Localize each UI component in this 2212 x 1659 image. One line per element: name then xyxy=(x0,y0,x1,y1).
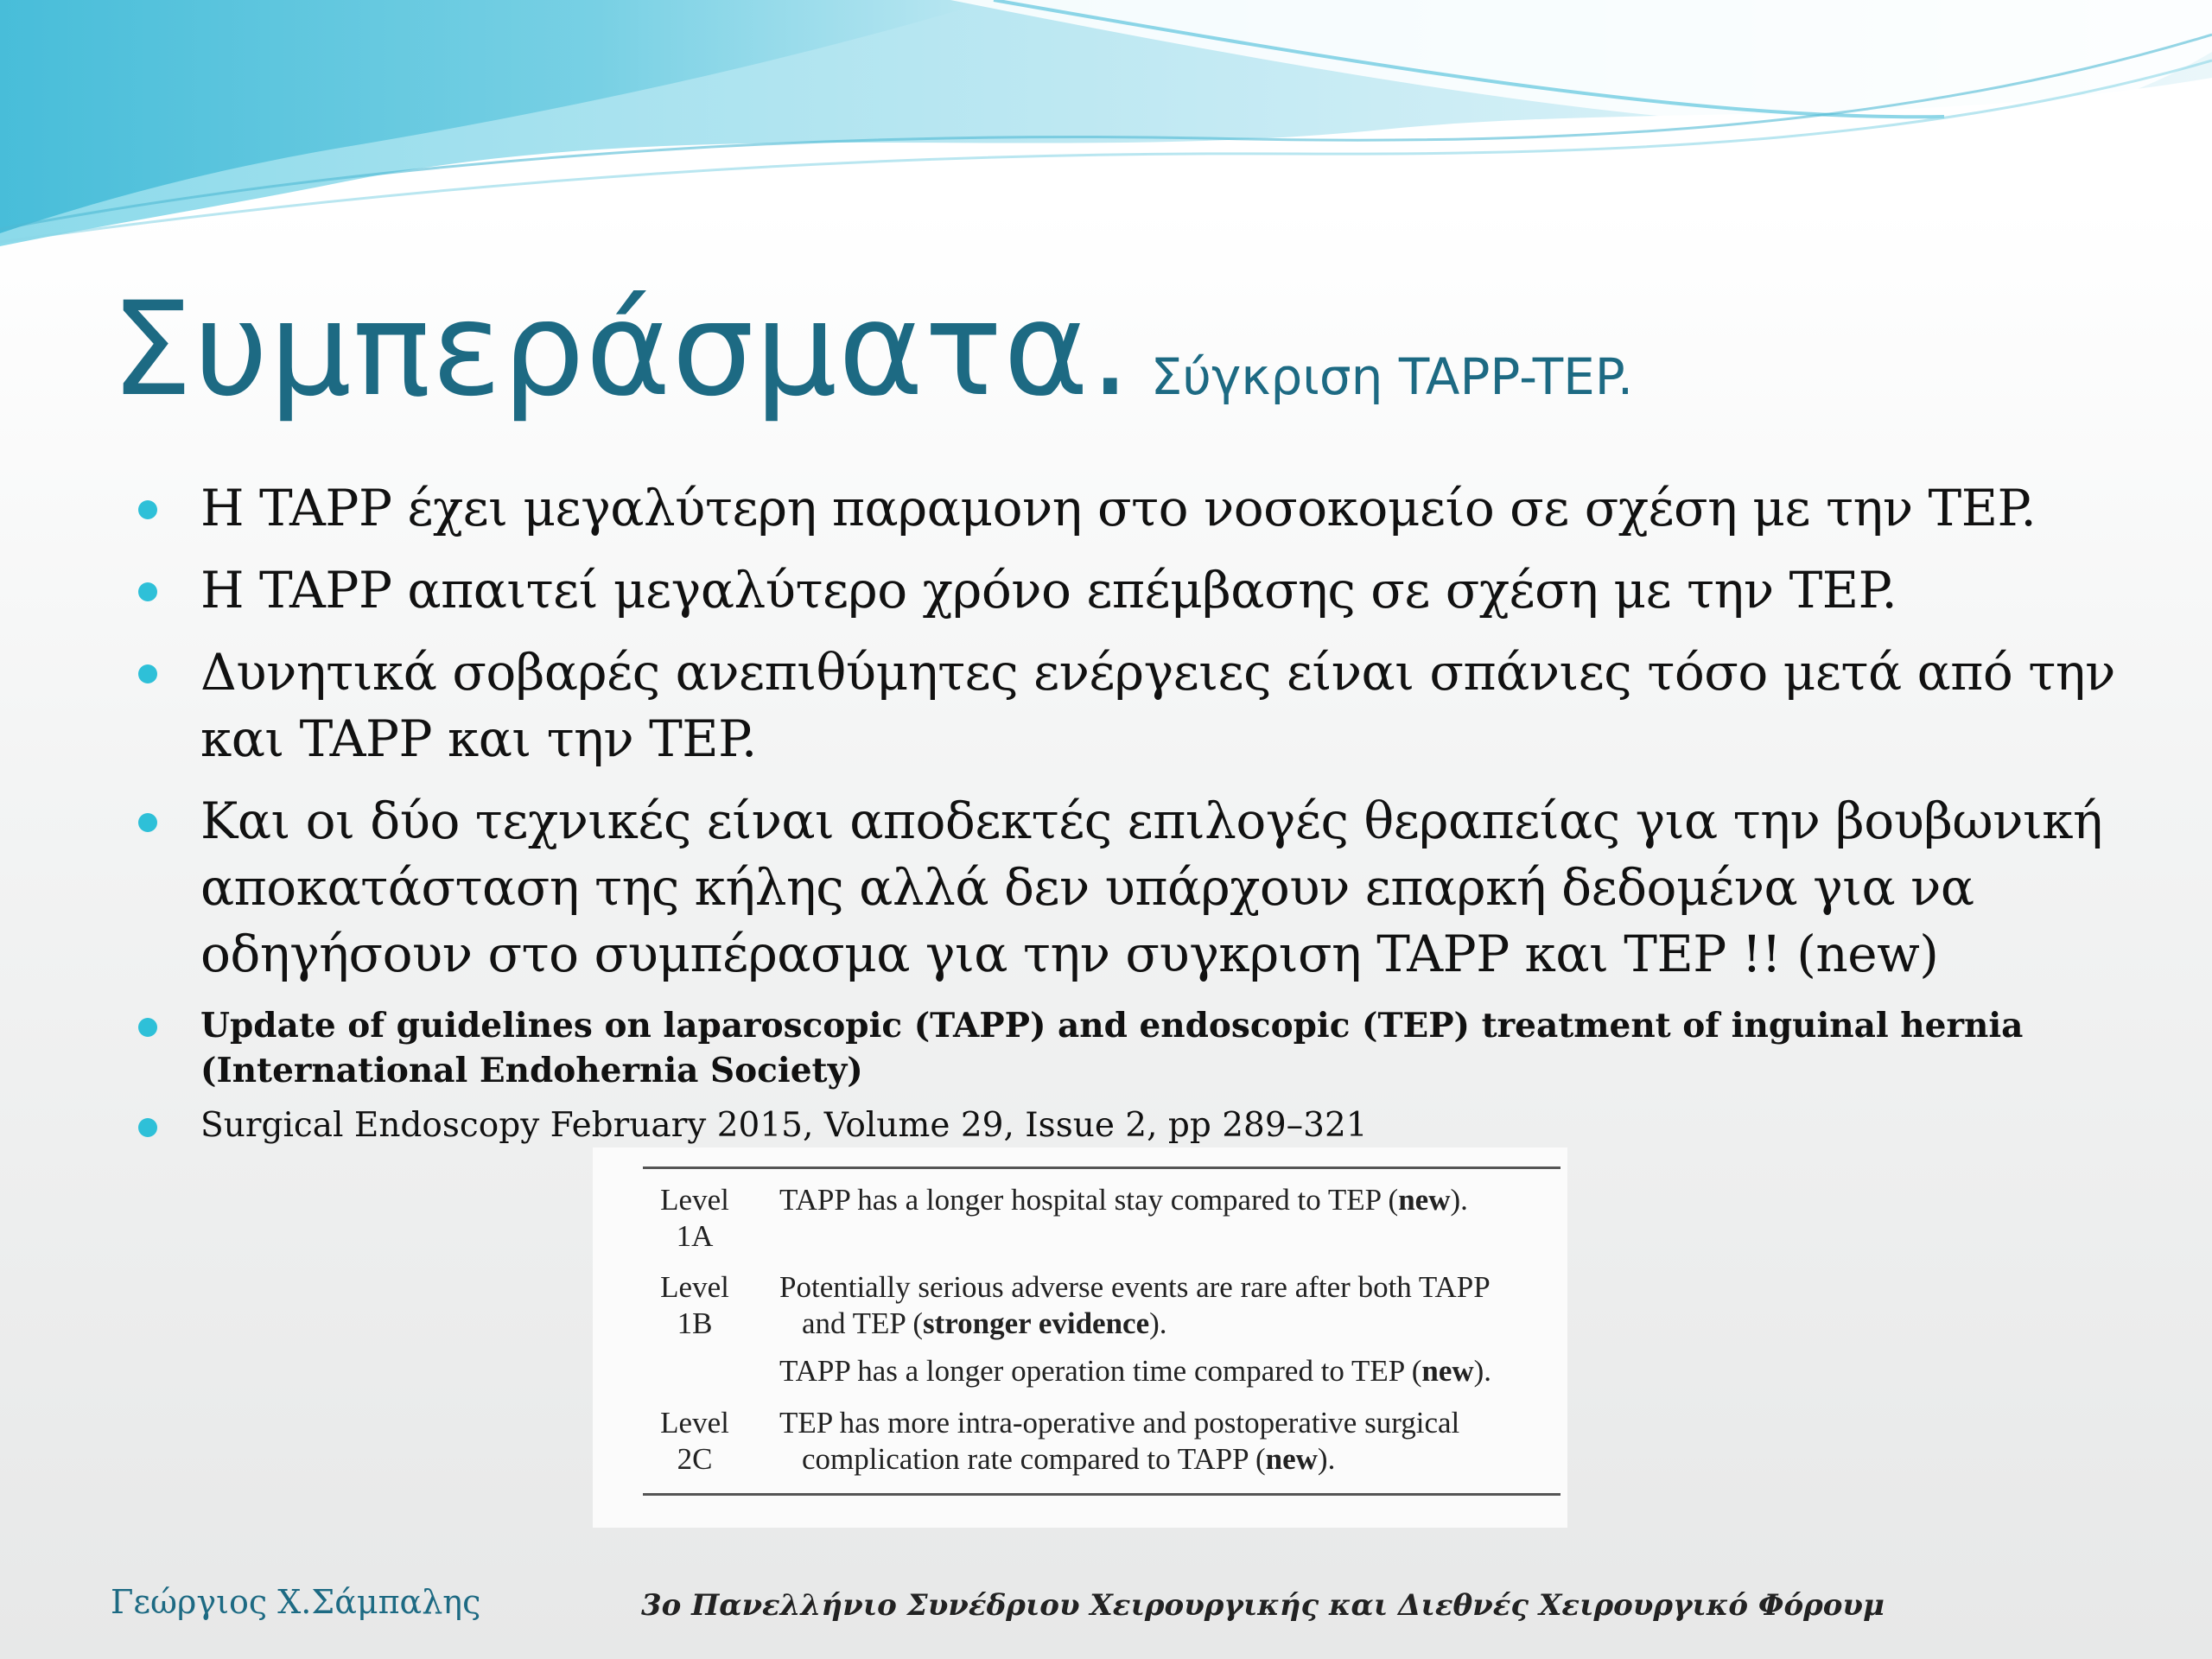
title-block xyxy=(111,275,1633,425)
bullet-list xyxy=(138,475,2126,1148)
table-bottom-rule xyxy=(643,1493,1560,1496)
evidence-level: Level 1A xyxy=(660,1183,729,1253)
bullet-dot-icon xyxy=(138,1118,157,1137)
list-item: Η TAPP έχει μεγαλύτερη παραμονη στο νοσοκομείο σε σχέση με την TEP. xyxy=(138,475,2126,542)
page-title: Συμπεράσματα. xyxy=(111,275,1132,425)
bullet-dot-icon xyxy=(138,582,157,601)
reference-source: Surgical Endoscopy February 2015, Volume 29, Issue 2, pp 289–321 xyxy=(138,1103,2126,1148)
evidence-statement: Potentially serious adverse events are rare after both TAPP and TEP (stronger evidence). xyxy=(779,1270,1491,1340)
page-subtitle: Σύγκριση TAPP-TEP. xyxy=(1150,347,1634,406)
bullet-dot-icon xyxy=(138,813,157,832)
bullet-dot-icon xyxy=(138,1018,157,1037)
header-wave-decoration xyxy=(0,0,2212,259)
list-item: Η TAPP απαιτεί μεγαλύτερο χρόνο επέμβασης σε σχέση με την TEP. xyxy=(138,557,2126,624)
evidence-statement: TAPP has a longer hospital stay compared to TEP (new). xyxy=(779,1183,1468,1217)
evidence-level: Level 2C xyxy=(660,1406,729,1476)
footer-author: Γεώργιος Χ.Σάμπαλης xyxy=(111,1583,481,1621)
bullet-dot-icon xyxy=(138,500,157,519)
evidence-statement: TEP has more intra-operative and postoperative surgical complication rate compared to TAPP (new). xyxy=(779,1406,1460,1476)
list-item: Και οι δύο τεχνικές είναι αποδεκτές επιλογές θεραπείας για την βουβωνική αποκατάσταση της κήλης αλλά δεν υπάρχουν επαρκή δεδομένα για να οδηγήσουν στο συμπέρασμα για την συγκριση TAPP και TEP !! (new) xyxy=(138,788,2126,988)
footer-event: 3ο Πανελλήνιο Συνέδριου Χειρουργικής και Διεθνές Χειρουργικό Φόρουμ xyxy=(641,1588,1885,1623)
reference-title: Update of guidelines on laparoscopic (TAPP) and endoscopic (TEP) treatment of inguinal hernia (International Endohernia Society) xyxy=(138,1003,2126,1093)
bullet-dot-icon xyxy=(138,664,157,683)
evidence-level: Level 1B xyxy=(660,1270,729,1340)
evidence-statement: TAPP has a longer operation time compared to TEP (new). xyxy=(779,1354,1492,1388)
list-item: Δυνητικά σοβαρές ανεπιθύμητες ενέργειες είναι σπάνιες τόσο μετά από την και TAPP και την TEP. xyxy=(138,639,2126,772)
table-top-rule xyxy=(643,1166,1560,1169)
